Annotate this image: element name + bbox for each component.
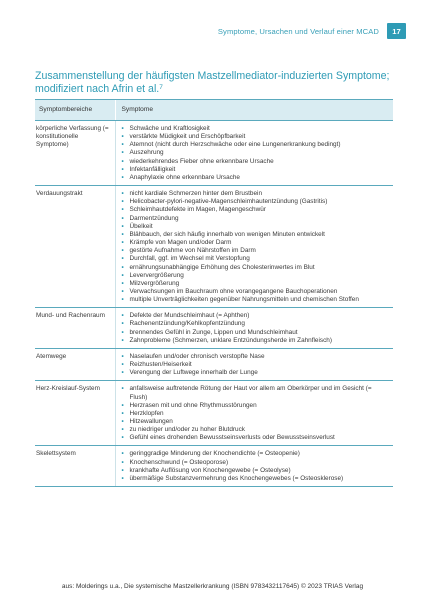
symptom-text: anfallsweise auftretende Rötung der Haut vor allem am Oberkörper und im Gesicht (= Flush)	[129, 385, 372, 401]
list-item	[122, 337, 392, 345]
symptom-text: geringgradige Minderung der Knochendichte (= Osteopenie)	[129, 450, 300, 458]
footer-source: aus: Molderings u.a., Die systemische Mastzellerkrankung (ISBN 9783432117645) © 2023 TRIAS Verlag	[61, 583, 364, 590]
list-item	[122, 223, 392, 231]
bullet-icon: •	[121, 328, 124, 336]
list-item	[122, 475, 392, 483]
symptom-text: krankhafte Auflösung von Knochengewebe (= Osteolyse)	[129, 466, 291, 474]
list-item	[122, 434, 392, 442]
bullet-icon: •	[121, 198, 124, 206]
symptom-text: Blähbauch, der sich häufig innerhalb von wenigen Minuten entwickelt	[129, 230, 325, 238]
symptom-text: übermäßige Substanzvermehrung des Knochengewebes (= Osteosklerose)	[129, 474, 344, 482]
symptom-text: gestörte Aufnahme von Nährstoffen im Darm	[129, 247, 256, 255]
list-item	[122, 459, 392, 467]
symptom-text: Übelkeit	[129, 222, 153, 230]
bullet-icon: •	[121, 255, 124, 263]
bullet-icon: •	[121, 401, 124, 409]
table-title-footnote: 7	[159, 83, 163, 91]
symptom-text: Herzrasen mit und ohne Rhythmusstörungen	[129, 401, 257, 409]
list-item	[122, 255, 392, 263]
list-item	[122, 320, 392, 328]
symptom-text: Darmentzündung	[129, 214, 179, 222]
list-item	[122, 296, 392, 304]
list-item	[122, 166, 392, 174]
symptom-text: Rachenentzündung/Kehlkopfentzündung	[129, 320, 245, 328]
list-item	[122, 141, 392, 149]
symptom-text: Naselaufen und/oder chronisch verstopfte Nase	[129, 352, 265, 360]
list-item	[122, 418, 392, 426]
bullet-icon: •	[121, 320, 124, 328]
symptom-list	[115, 446, 393, 487]
list-item	[122, 385, 392, 401]
bullet-icon: •	[121, 149, 124, 157]
bullet-icon: •	[121, 190, 124, 198]
table-row	[35, 381, 393, 446]
list-item	[122, 231, 392, 239]
list-item	[122, 467, 392, 475]
bullet-icon: •	[121, 409, 124, 417]
table-row	[35, 308, 393, 349]
bullet-icon: •	[121, 418, 124, 425]
symptom-text: Knochenschwund (= Osteoporose)	[129, 458, 229, 466]
bullet-icon: •	[121, 141, 124, 149]
bullet-icon: •	[121, 125, 124, 132]
bullet-icon: •	[121, 230, 124, 238]
running-title: Symptome, Ursachen und Verlauf einer MCAD	[217, 27, 379, 36]
bullet-icon: •	[121, 312, 124, 320]
bullet-icon: •	[121, 157, 124, 165]
symptom-text: Durchfall, ggf. im Wechsel mit Verstopfung	[129, 255, 250, 263]
list-item	[122, 426, 392, 434]
bullet-icon: •	[121, 385, 124, 393]
symptom-text: Infektanfälligkeit	[129, 165, 176, 173]
list-item	[122, 125, 392, 133]
page-number: 17	[387, 23, 406, 39]
bullet-icon: •	[121, 263, 124, 271]
symptom-text: Leververgrößerung	[129, 271, 184, 279]
running-header	[0, 0, 425, 58]
bullet-icon: •	[121, 369, 124, 377]
table-header-row	[35, 100, 393, 121]
list-item	[122, 450, 392, 458]
list-item	[122, 149, 392, 157]
symptom-area: Atemwege	[35, 348, 115, 380]
symptom-text: Hitzewallungen	[129, 418, 173, 425]
symptom-text: wiederkehrendes Fieber ohne erkennbare Ursache	[129, 157, 274, 165]
bullet-icon: •	[121, 133, 124, 141]
symptom-text: Schwäche und Kraftlosigkeit	[129, 125, 210, 132]
list-item	[122, 133, 392, 141]
symptom-list	[115, 348, 393, 380]
bullet-icon: •	[121, 466, 124, 474]
symptom-list	[115, 186, 393, 308]
table-title	[35, 70, 395, 95]
bullet-icon: •	[121, 458, 124, 466]
symptom-text: Krämpfe von Magen und/oder Darm	[129, 239, 232, 247]
bullet-icon: •	[121, 296, 124, 304]
list-item	[122, 280, 392, 288]
symptom-text: Milzvergrößerung	[129, 279, 180, 287]
list-item	[122, 158, 392, 166]
list-item	[122, 369, 392, 377]
bullet-icon: •	[121, 426, 124, 434]
bullet-icon: •	[121, 434, 124, 442]
column-header-area: Symptombereiche	[35, 100, 115, 121]
bullet-icon: •	[121, 474, 124, 482]
symptom-text: Defekte der Mundschleimhaut (= Aphthen)	[129, 312, 250, 320]
symptom-table	[35, 99, 393, 487]
bullet-icon: •	[121, 336, 124, 344]
list-item	[122, 361, 392, 369]
list-item	[122, 272, 392, 280]
bullet-icon: •	[121, 450, 124, 458]
symptom-area: Herz-Kreislauf-System	[35, 381, 115, 446]
symptom-text: ernährungsunabhängige Erhöhung des Cholesterinwertes im Blut	[129, 263, 315, 271]
table-row	[35, 121, 393, 186]
symptom-text: multiple Unverträglichkeiten gegenüber Nahrungsmitteln und chemischen Stoffen	[129, 296, 359, 304]
symptom-text: verstärkte Müdigkeit und Erschöpfbarkeit	[129, 133, 246, 141]
symptom-text: Zahnprobleme (Schmerzen, unklare Entzündungsherde im Zahnfleisch)	[129, 336, 332, 344]
list-item	[122, 190, 392, 198]
table-row	[35, 348, 393, 380]
symptom-text: Anaphylaxie ohne erkennbare Ursache	[129, 173, 240, 181]
bullet-icon: •	[121, 247, 124, 255]
list-item	[122, 288, 392, 296]
symptom-text: nicht kardiale Schmerzen hinter dem Brustbein	[129, 190, 262, 198]
column-header-symptoms: Symptome	[115, 100, 393, 121]
symptom-text: Reizhusten/Heiserkeit	[129, 361, 192, 369]
list-item	[122, 353, 392, 361]
symptom-text: zu niedriger und/oder zu hoher Blutdruck	[129, 426, 245, 434]
list-item	[122, 206, 392, 214]
bullet-icon: •	[121, 239, 124, 247]
symptom-text: Schleimhautdefekte im Magen, Magengeschwür	[129, 206, 266, 214]
symptom-text: Atemnot (nicht durch Herzschwäche oder eine Lungenerkrankung bedingt)	[129, 141, 341, 149]
bullet-icon: •	[121, 165, 124, 173]
symptom-text: Helicobacter-pylori-negative-Magenschleimhautentzündung (Gastritis)	[129, 198, 328, 206]
symptom-area: Skelettsystem	[35, 446, 115, 487]
table-row	[35, 446, 393, 487]
symptom-text: Gefühl eines drohenden Bewusstseinsverlusts oder Bewusstseinsverlust	[129, 434, 335, 442]
bullet-icon: •	[121, 214, 124, 222]
table-row	[35, 186, 393, 308]
bullet-icon: •	[121, 352, 124, 360]
bullet-icon: •	[121, 361, 124, 369]
bullet-icon: •	[121, 206, 124, 214]
symptom-area: Verdauungstrakt	[35, 186, 115, 308]
bullet-icon: •	[121, 271, 124, 279]
list-item	[122, 174, 392, 182]
symptom-text: brennendes Gefühl in Zunge, Lippen und Mundschleimhaut	[129, 328, 298, 336]
table-title-text: Zusammenstellung der häufigsten Mastzellmediator-induzierten Symptome; modifiziert nach Afrin et al.	[35, 70, 390, 95]
list-item	[122, 402, 392, 410]
list-item	[122, 312, 392, 320]
symptom-area: körperliche Verfassung (= konstitutionelle Symptome)	[35, 121, 115, 186]
symptom-area: Mund- und Rachenraum	[35, 308, 115, 349]
list-item	[122, 329, 392, 337]
list-item	[122, 410, 392, 418]
symptom-list	[115, 308, 393, 349]
list-item	[122, 215, 392, 223]
list-item	[122, 264, 392, 272]
symptom-text: Verwachsungen im Bauchraum ohne vorangegangene Bauchoperationen	[129, 287, 338, 295]
symptom-list	[115, 381, 393, 446]
list-item	[122, 198, 392, 206]
list-item	[122, 247, 392, 255]
table-body	[35, 121, 393, 487]
bullet-icon: •	[121, 287, 124, 295]
list-item	[122, 239, 392, 247]
bullet-icon: •	[121, 279, 124, 287]
bullet-icon: •	[121, 222, 124, 230]
bullet-icon: •	[121, 173, 124, 181]
symptom-text: Herzklopfen	[129, 409, 164, 417]
symptom-list	[115, 121, 393, 186]
symptom-text: Auszehrung	[129, 149, 164, 157]
symptom-text: Verengung der Luftwege innerhalb der Lunge	[129, 369, 258, 377]
